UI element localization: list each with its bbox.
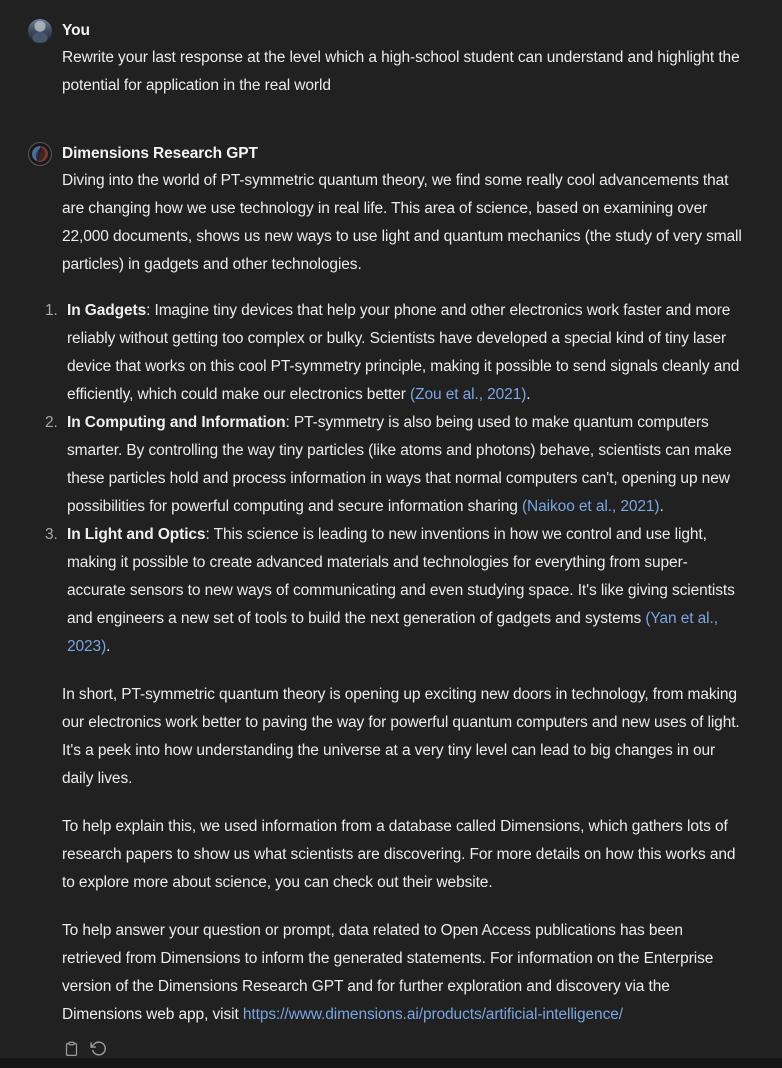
user-avatar [28, 19, 52, 43]
regenerate-button[interactable] [89, 1038, 107, 1058]
dimensions-url-link[interactable]: https://www.dimensions.ai/products/artificial-intelligence/ [242, 1006, 623, 1023]
user-message-body [62, 44, 746, 100]
user-message-header [28, 19, 746, 43]
ordered-list [62, 297, 746, 661]
list-item [67, 297, 746, 409]
paragraph [62, 681, 746, 793]
clipboard-icon [64, 1040, 79, 1057]
text-segment: . [526, 386, 531, 403]
message-action-bar [62, 1038, 746, 1058]
list-item [67, 521, 746, 661]
composer-area-edge [0, 1058, 782, 1068]
text-segment: In short, PT-symmetric quantum theory is opening up exciting new doors in technology, from making our electronics work better to paving the way for powerful quantum computers and new uses of light. It's a peek into how understanding the universe at a very tiny level can lead to big changes in our daily lives. [62, 686, 740, 787]
paragraph [62, 167, 746, 279]
dimensions-gpt-avatar [28, 142, 52, 166]
paragraph [62, 813, 746, 897]
naikoo-citation-link[interactable]: (Naikoo et al., 2021) [522, 498, 660, 515]
assistant-message-header [28, 142, 746, 166]
assistant-message [28, 142, 746, 1058]
bold-text: In Computing and Information [67, 414, 286, 431]
copy-button[interactable] [62, 1038, 80, 1058]
zou-citation-link[interactable]: (Zou et al., 2021) [410, 386, 527, 403]
bold-text: In Light and Optics [67, 526, 206, 543]
user-name: You [62, 22, 90, 39]
text-segment: Rewrite your last response at the level which a high-school student can understand and highlight the potential for application in the real world [62, 49, 740, 94]
user-message [28, 0, 746, 100]
text-segment: : Imagine tiny devices that help your phone and other electronics work faster and more reliably without getting too complex or bulky. Scientists have developed a special kind of tiny laser device that works on this cool PT-symmetry principle, making it possible to send signals cleanly and efficiently, which could make our electronics better [67, 302, 740, 403]
bold-text: In Gadgets [67, 302, 147, 319]
text-segment: . [659, 498, 664, 515]
text-segment: To help answer your question or prompt, data related to Open Access publications has been retrieved from Dimensions to inform the generated statements. For information on the Enterprise version of the Dimensions Research GPT and for further exploration and discovery via the Dimensions web app, visit [62, 922, 714, 1023]
text-segment: To help explain this, we used information from a database called Dimensions, which gathers lots of research papers to show us what scientists are discovering. For more details on how this works and to explore more about science, you can check out their website. [62, 818, 736, 891]
text-segment: : This science is leading to new inventions in how we control and use light, making it possible to create advanced materials and technologies for everything from super-accurate sensors to new ways of communicating and even studying space. It's like giving scientists and engineers a new set of tools to build the next generation of gadgets and systems [67, 526, 735, 627]
assistant-name: Dimensions Research GPT [62, 145, 258, 162]
rotate-ccw-icon [90, 1040, 107, 1057]
yan-citation-link[interactable]: (Yan et al., 2023) [67, 610, 718, 655]
text-segment: : PT-symmetry is also being used to make quantum computers smarter. By controlling the way tiny particles (like atoms and photons) behave, scientists can make these particles hold and process information in ways that normal computers can't, opening up new possibilities for powerful computing and secure information sharing [67, 414, 732, 515]
text-segment: . [106, 638, 111, 655]
assistant-message-body [62, 167, 746, 1029]
text-segment: Diving into the world of PT-symmetric quantum theory, we find some really cool advancements that are changing how we use technology in real life. This area of science, based on examining over 22,000 documents, shows us new ways to use light and quantum mechanics (the study of very small particles) in gadgets and other technologies. [62, 172, 742, 273]
list-item [67, 409, 746, 521]
paragraph [62, 917, 746, 1029]
paragraph [62, 44, 746, 100]
